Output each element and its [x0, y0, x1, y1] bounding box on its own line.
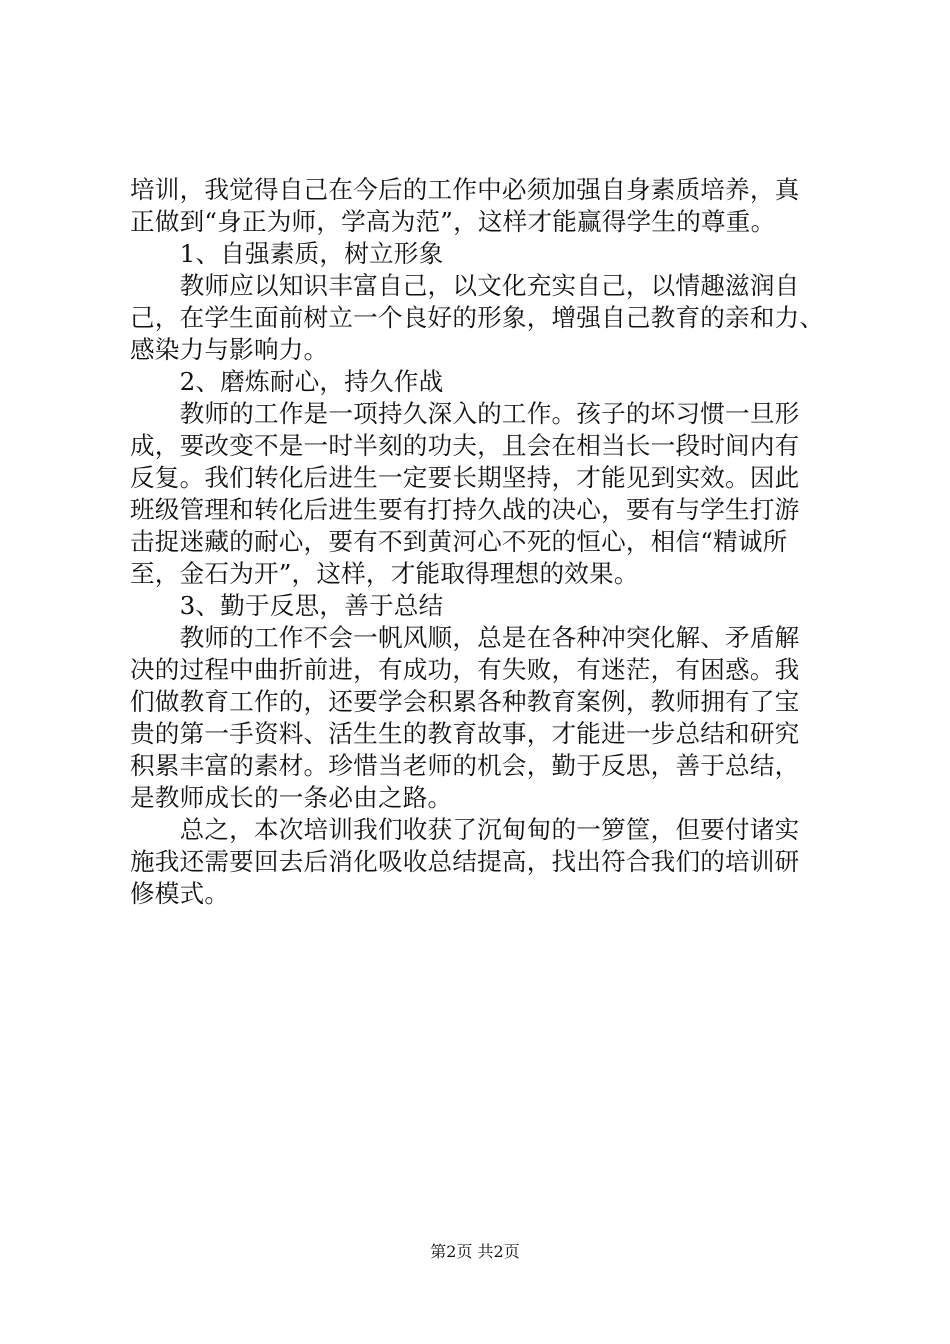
- text-line: 修模式。: [130, 879, 230, 908]
- document-body: [130, 174, 852, 910]
- text-line: 培训，我觉得自己在今后的工作中必须加强自身素质培养，真: [130, 175, 800, 204]
- section-heading: 1、自强素质，树立形象: [130, 239, 444, 268]
- text-line: 贵的第一手资料、活生生的教育故事，才能进一步总结和研究: [130, 719, 800, 748]
- text-line: 反复。我们转化后进生一定要长期坚持，才能见到实效。因此: [130, 463, 800, 492]
- text-line: 们做教育工作的，还要学会积累各种教育案例，教师拥有了宝: [130, 687, 800, 716]
- section-heading: 3、勤于反思，善于总结: [130, 591, 444, 620]
- text-line: 成，要改变不是一时半刻的功夫，且会在相当长一段时间内有: [130, 431, 800, 460]
- text-line: 教师的工作是一项持久深入的工作。孩子的坏习惯一旦形: [130, 399, 800, 428]
- text-line: 决的过程中曲折前进，有成功，有失败，有迷茫，有困惑。我: [130, 655, 800, 684]
- text-line: 感染力与影响力。: [130, 335, 329, 364]
- text-line: 至，金石为开”，这样，才能取得理想的效果。: [130, 559, 639, 588]
- page-number: 第2页 共2页: [430, 1242, 520, 1261]
- text-line: 积累丰富的素材。珍惜当老师的机会，勤于反思，善于总结，: [130, 751, 800, 780]
- text-line: 教师应以知识丰富自己，以文化充实自己，以情趣滋润自: [130, 271, 800, 300]
- text-line: 教师的工作不会一帆风顺，总是在各种冲突化解、矛盾解: [130, 623, 800, 652]
- text-line: 是教师成长的一条必由之路。: [130, 783, 453, 812]
- text-line: 总之，本次培训我们收获了沉甸甸的一箩筐，但要付诸实: [130, 815, 800, 844]
- text-line: 己，在学生面前树立一个良好的形象，增强自己教育的亲和力、: [130, 303, 825, 332]
- page-footer: [0, 1241, 950, 1263]
- section-heading: 2、磨炼耐心，持久作战: [130, 367, 444, 396]
- text-line: 施我还需要回去后消化吸收总结提高，找出符合我们的培训研: [130, 847, 800, 876]
- text-line: 班级管理和转化后进生要有打持久战的决心，要有与学生打游: [130, 495, 800, 524]
- text-line: 击捉迷藏的耐心，要有不到黄河心不死的恒心，相信“精诚所: [130, 527, 788, 556]
- text-line: 正做到“身正为师，学高为范”，这样才能赢得学生的尊重。: [130, 207, 776, 236]
